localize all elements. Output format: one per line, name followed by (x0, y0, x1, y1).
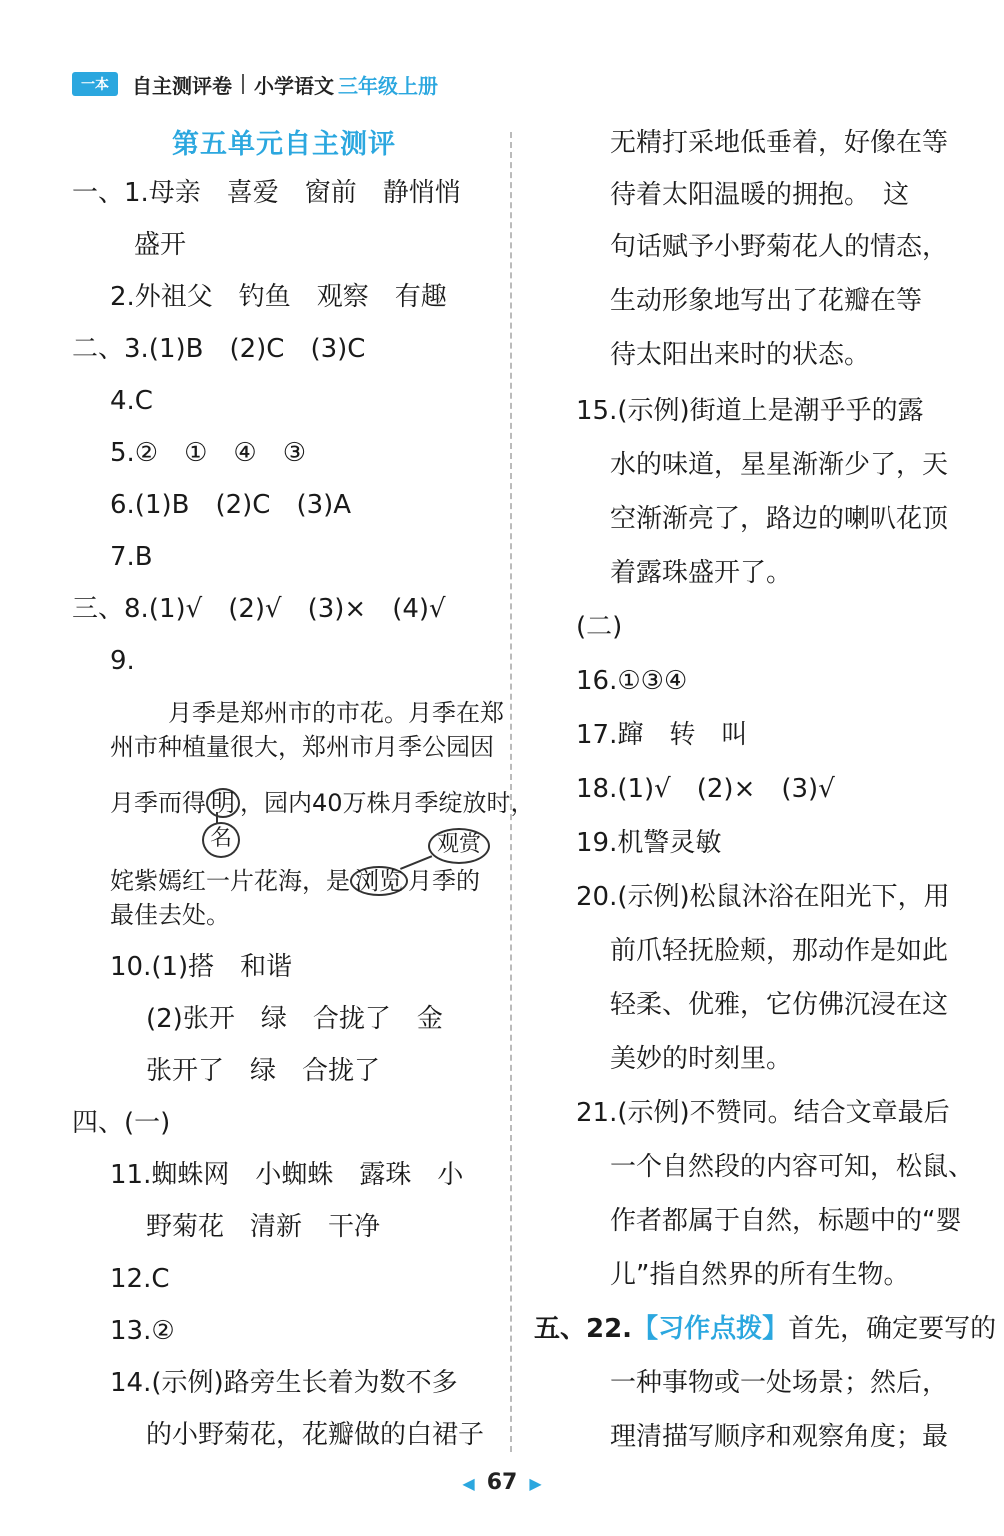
answer-line: 野菊花 清新 干净 (146, 1212, 381, 1242)
page-number: 67 (486, 1470, 518, 1495)
answer-line: 二、3.(1)B (2)C (3)C (72, 334, 366, 364)
grade-label: 三年级上册 (338, 73, 438, 98)
answer-line: 2.外祖父 钓鱼 观察 有趣 (110, 282, 447, 312)
prev-triangle-icon: ◀ (462, 1474, 475, 1493)
question-number: 五、22. (534, 1314, 633, 1344)
answer-line: 盛开 (134, 230, 187, 260)
passage-text: 月季的 (408, 867, 480, 895)
answer-line: (2)张开 绿 合拢了 金 (146, 1004, 443, 1034)
answer-line: 21.(示例)不赞同。结合文章最后 (576, 1098, 950, 1128)
answer-line: 19.机警灵敏 (576, 828, 722, 858)
answer-line: 空渐渐亮了，路边的喇叭花顶 (610, 504, 949, 534)
error-circle: 浏览 (350, 866, 408, 896)
subject-label: 小学语文 (254, 73, 334, 98)
answer-line: 轻柔、优雅，它仿佛沉浸在这 (610, 990, 949, 1020)
correction-circle: 名 (202, 822, 240, 858)
answer-line: 美妙的时刻里。 (610, 1044, 793, 1074)
answer-line: 17.蹿 转 叫 (576, 720, 748, 750)
answer-text: 首先，确定要写的 (788, 1314, 997, 1344)
answer-line: 10.(1)搭 和谐 (110, 952, 293, 982)
error-circle: 明 (206, 788, 240, 818)
answer-line: 12.C (110, 1264, 170, 1294)
answer-line: 14.(示例)路旁生长着为数不多 (110, 1368, 458, 1398)
series-title: 自主测评卷 (132, 73, 232, 98)
passage-text: ，园内40万株月季绽放时， (240, 789, 535, 817)
page-footer (0, 1470, 1004, 1495)
answer-line: 20.(示例)松鼠沐浴在阳光下，用 (576, 882, 950, 912)
answer-line: 前爪轻抚脸颊，那动作是如此 (610, 936, 949, 966)
answer-line: 4.C (110, 386, 153, 416)
answer-line: 无精打采地低垂着，好像在等 (610, 128, 949, 158)
answer-line: 着露珠盛开了。 (610, 558, 793, 588)
passage-line (110, 864, 480, 898)
passage-line (110, 786, 535, 820)
answer-line: 5.② ① ④ ③ (110, 438, 307, 468)
answer-line: 16.①③④ (576, 666, 688, 696)
answer-line: (二) (576, 612, 623, 642)
answer-line: 张开了 绿 合拢了 (146, 1056, 381, 1086)
writing-tip-tag: 【习作点拨】 (632, 1314, 789, 1344)
answer-line: 一个自然段的内容可知，松鼠、 (610, 1152, 975, 1182)
answer-line: 水的味道，星星渐渐少了，天 (610, 450, 949, 480)
passage-line: 最佳去处。 (110, 901, 230, 929)
passage-line: 月季是郑州市的市花。月季在郑 (168, 699, 504, 727)
brand-logo: 一本 (72, 72, 118, 96)
answer-line: 一、1.母亲 喜爱 窗前 静悄悄 (72, 178, 461, 208)
answer-line: 11.蜘蛛网 小蜘蛛 露珠 小 (110, 1160, 464, 1190)
answer-line: 作者都属于自然，标题中的“婴 (610, 1206, 962, 1236)
passage-text: 月季而得 (110, 789, 206, 817)
answer-line: 待太阳出来时的状态。 (610, 340, 871, 370)
answer-line: 15.(示例)街道上是潮乎乎的露 (576, 396, 924, 426)
section-title: 第五单元自主测评 (172, 129, 396, 160)
answer-line: 待着太阳温暖的拥抱。 这 (610, 180, 910, 210)
answer-line: 句话赋予小野菊花人的情态， (610, 232, 949, 262)
header-divider (242, 74, 244, 94)
answer-line: 生动形象地写出了花瓣在等 (610, 286, 923, 316)
answer-line: 18.(1)√ (2)× (3)√ (576, 774, 835, 804)
answer-line: 四、(一) (72, 1108, 171, 1138)
correction-arrow (216, 812, 218, 824)
answer-line: 一种事物或一处场景；然后， (610, 1368, 949, 1398)
answer-line (534, 1312, 996, 1346)
passage-text: 姹紫嫣红一片花海，是 (110, 867, 350, 895)
passage-line: 州市种植量很大，郑州市月季公园因 (110, 733, 494, 761)
answer-line: 9. (110, 646, 135, 676)
answer-line: 三、8.(1)√ (2)√ (3)× (4)√ (72, 594, 446, 624)
page-header (72, 70, 438, 98)
answer-line: 的小野菊花，花瓣做的白裙子 (146, 1420, 485, 1450)
answer-line: 7.B (110, 542, 153, 572)
answer-line: 6.(1)B (2)C (3)A (110, 490, 352, 520)
answer-line: 理清描写顺序和观察角度；最 (610, 1422, 949, 1452)
next-triangle-icon: ▶ (529, 1474, 542, 1493)
correction-circle: 观赏 (428, 828, 490, 864)
answer-line: 儿”指自然界的所有生物。 (610, 1260, 910, 1290)
answer-line: 13.② (110, 1316, 175, 1346)
